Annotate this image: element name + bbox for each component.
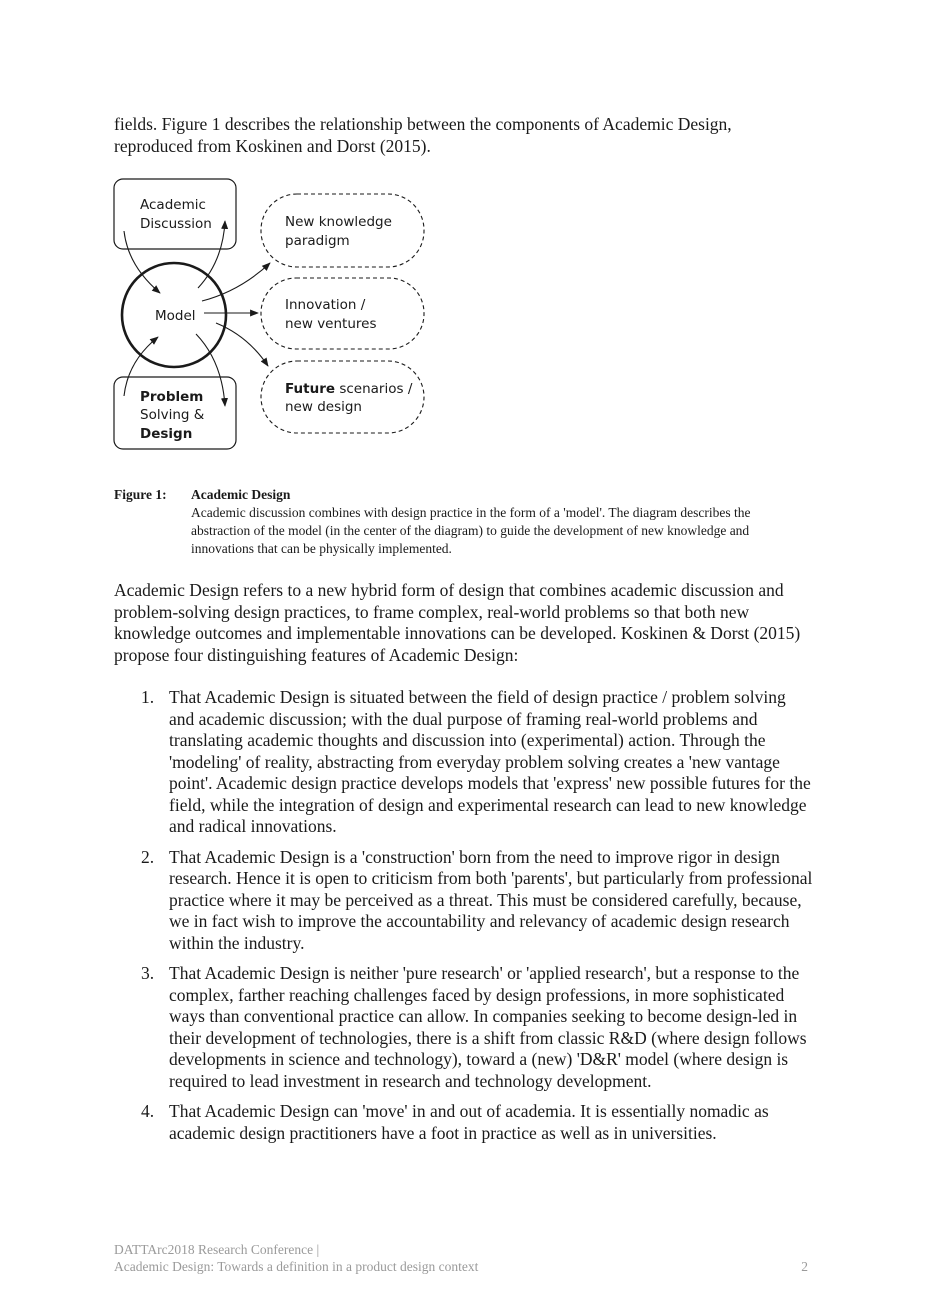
figure-number: Figure 1: bbox=[114, 487, 167, 502]
arrow-academic-to-model bbox=[124, 231, 160, 293]
features-list bbox=[114, 687, 814, 1153]
page-footer bbox=[114, 1241, 814, 1275]
arrow-problem-to-model bbox=[124, 337, 158, 396]
model-label: Model bbox=[155, 308, 196, 324]
solving-label: Solving & bbox=[140, 407, 205, 423]
page-number: 2 bbox=[801, 1259, 808, 1274]
scenarios-label: scenarios / bbox=[335, 381, 413, 397]
innovation-box bbox=[261, 278, 424, 349]
academic-design-diagram bbox=[110, 176, 440, 456]
problem-label: Problem bbox=[140, 389, 204, 405]
footer-title: Academic Design: Towards a definition in a product design context bbox=[114, 1259, 479, 1274]
caption-title: Academic Design bbox=[191, 487, 291, 502]
future-scenarios-label bbox=[285, 381, 413, 397]
caption-text: Academic discussion combines with design practice in the form of a 'model'. The diagram describes the abstraction of the model (in the center of the diagram) to guide the development of new knowledge and innovations that can be physically implemented. bbox=[191, 505, 751, 556]
future-scenarios-box bbox=[261, 361, 424, 433]
list-number: 4. bbox=[141, 1101, 155, 1121]
paradigm-label: paradigm bbox=[285, 233, 350, 249]
list-item bbox=[114, 963, 814, 1092]
academic-discussion-box bbox=[114, 179, 236, 249]
intro-paragraph: fields. Figure 1 describes the relationship between the components of Academic Design, reproduced from Koskinen and Dorst (2015). bbox=[114, 114, 732, 156]
list-text: That Academic Design can 'move' in and out of academia. It is essentially nomadic as academic design practitioners have a foot in practice as well as in universities. bbox=[169, 1101, 769, 1143]
list-text: That Academic Design is situated between the field of design practice / problem solving and academic discussion; with the dual purpose of framing real-world problems and translating academic thoughts and discussion into (experimental) action. Through the 'modeling' of reality, abstracting from everyday problem solving creates a 'new vantage point'. Academic design practice develops models that 'express' new possible futures for the field, while the integration of design and experimental research can lead to new knowledge and radical innovations. bbox=[169, 687, 811, 836]
list-text: That Academic Design is neither 'pure research' or 'applied research', but a response to the complex, farther reaching challenges faced by design professions, in more sophisticated ways than conventional practice can allow. In companies seeking to become design-led in their development of technologies, there is a shift from classic R&D (where design follows developments in science and technology), toward a (new) 'D&R' model (where design is required to lead investment in research and technology development. bbox=[169, 963, 807, 1091]
new-knowledge-box bbox=[261, 194, 424, 267]
discussion-label: Discussion bbox=[140, 216, 212, 232]
new-ventures-label: new ventures bbox=[285, 316, 377, 332]
list-text: That Academic Design is a 'construction' born from the need to improve rigor in design research. Hence it is open to criticism from both 'parents', but particularly from professional practice where it may be perceived as a threat. This must be considered carefully, because, we in fact wish to improve the accountability and relevancy of academic design research within the industry. bbox=[169, 846, 813, 953]
new-knowledge-label: New knowledge bbox=[285, 214, 392, 230]
list-item bbox=[114, 1101, 814, 1144]
academic-label: Academic bbox=[140, 197, 206, 213]
list-item bbox=[114, 847, 814, 955]
future-bold-label: Future bbox=[285, 381, 336, 397]
caption-body bbox=[191, 486, 811, 558]
definition-paragraph: Academic Design refers to a new hybrid form of design that combines academic discussion and problem-solving design practices, to frame complex, real-world problems so that both new knowledge outcomes and implementable innovations can be developed. Koskinen & Dorst (2015) propose four distinguishing features of Academic Design: bbox=[114, 580, 801, 665]
list-number: 2. bbox=[141, 846, 155, 867]
list-number: 1. bbox=[141, 687, 155, 707]
innovation-label: Innovation / bbox=[285, 297, 366, 313]
list-item bbox=[114, 687, 814, 838]
new-design-label: new design bbox=[285, 399, 362, 415]
design-label: Design bbox=[140, 426, 193, 442]
list-number: 3. bbox=[141, 963, 155, 983]
footer-conference: DATTArc2018 Research Conference | bbox=[114, 1242, 320, 1257]
